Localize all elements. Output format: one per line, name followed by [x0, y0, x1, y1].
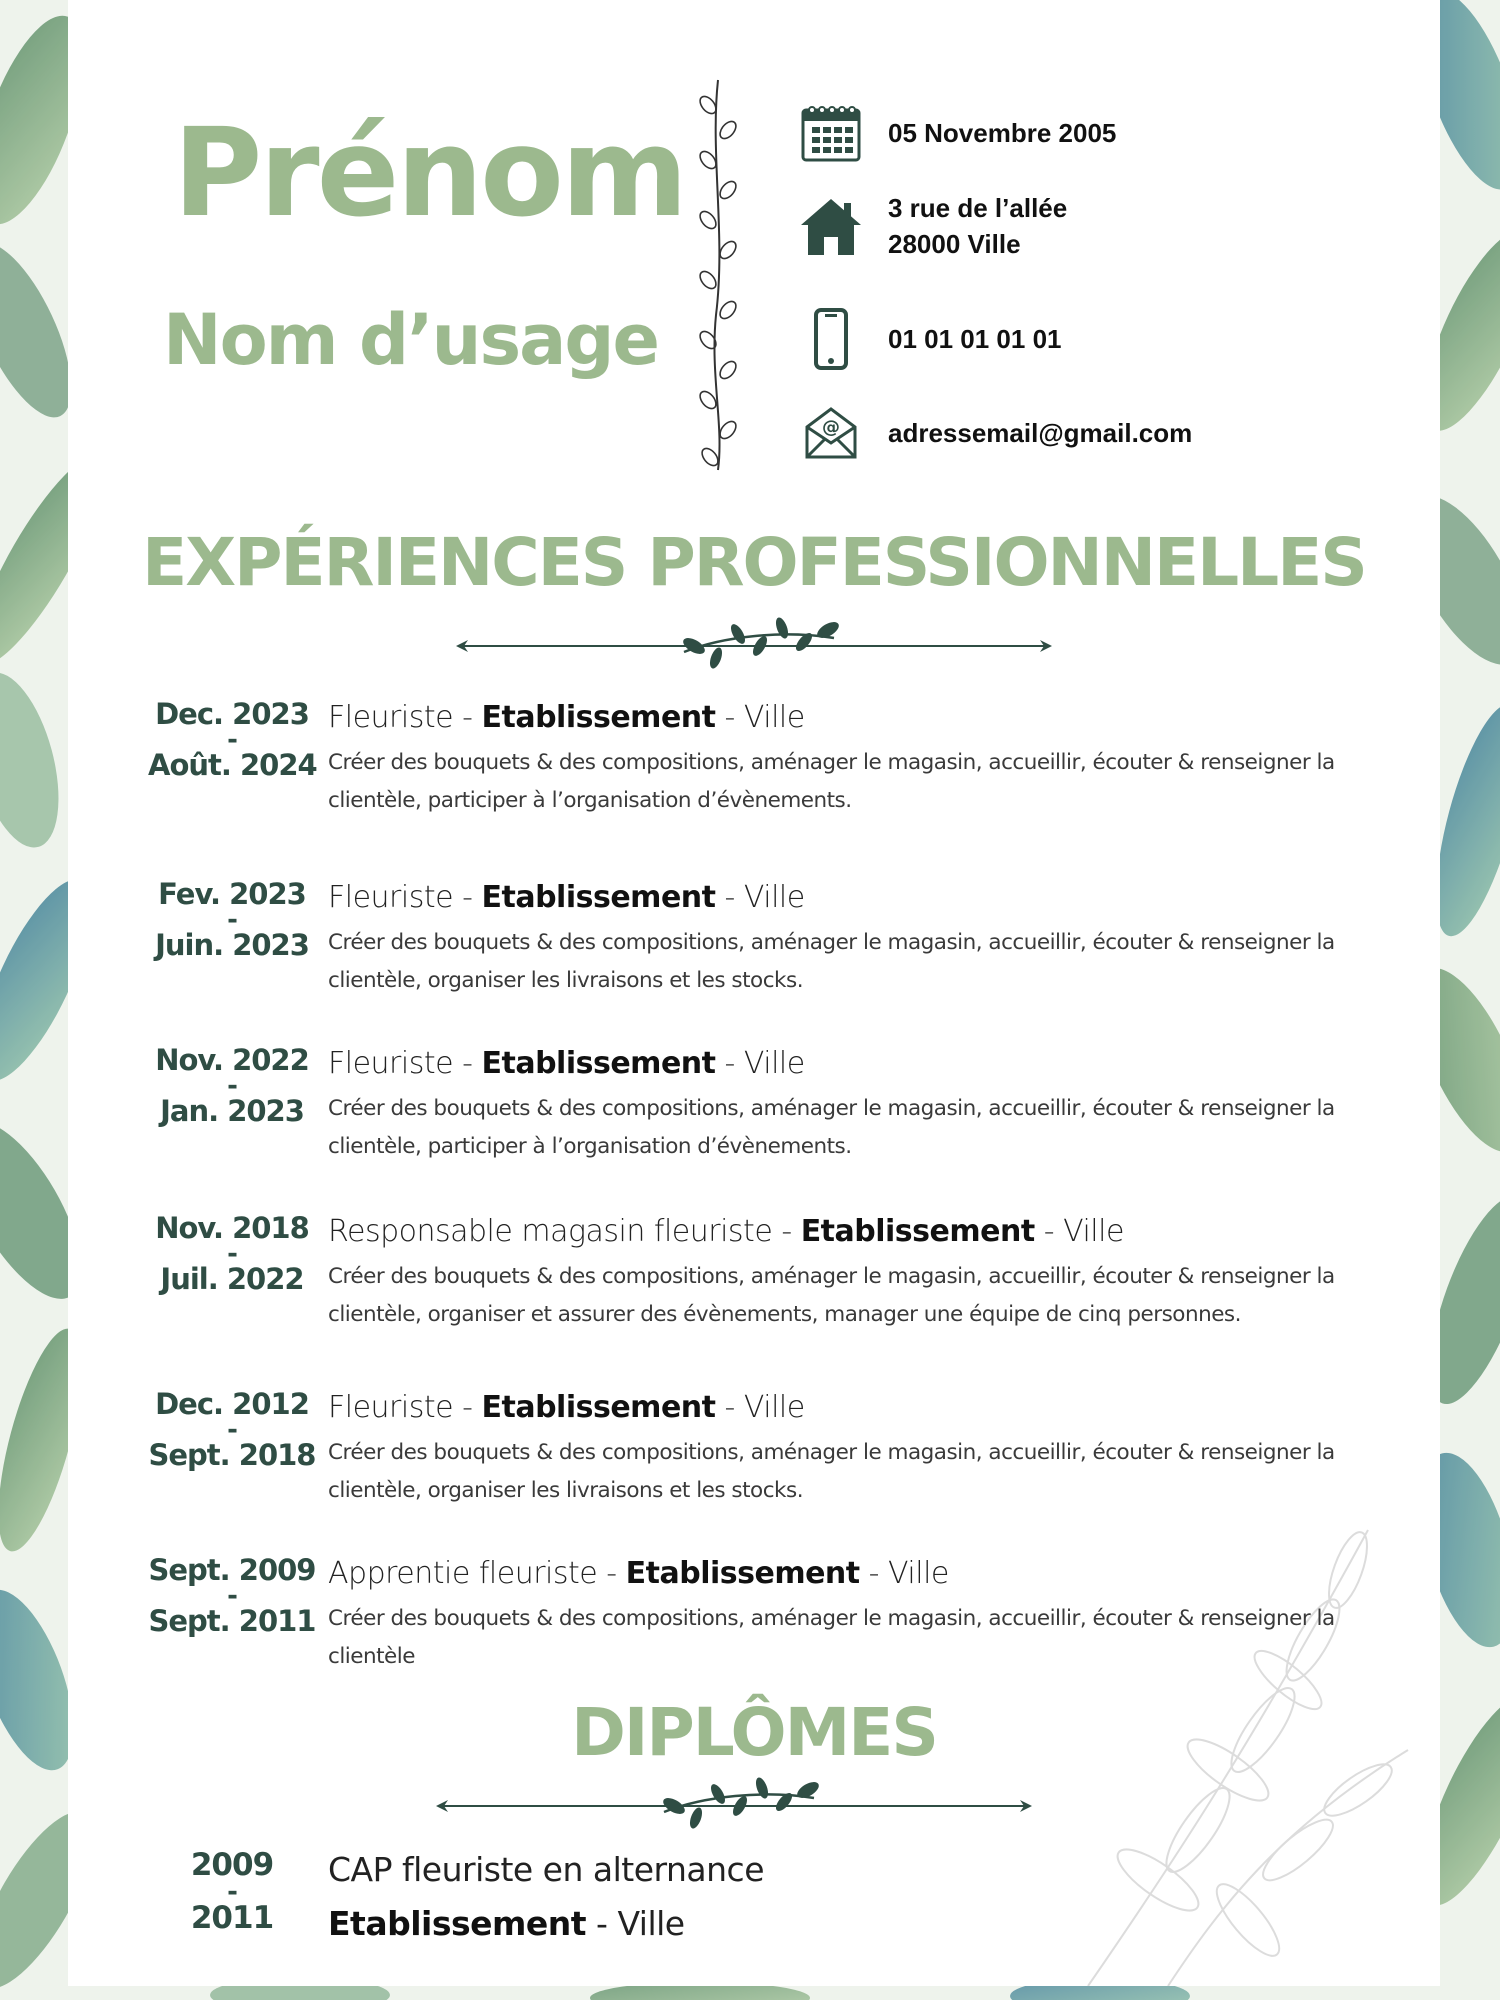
date-dash: - [227, 1581, 237, 1611]
phone-text: 01 01 01 01 01 [888, 323, 1062, 354]
separator: - [453, 880, 482, 915]
date-dash: - [227, 725, 237, 755]
diploma-item [148, 1847, 1408, 1960]
date-start: Nov. 2018 [155, 1211, 309, 1245]
city: Ville [743, 880, 805, 915]
date-start: Fev. 2023 [158, 877, 306, 911]
separator: - [586, 1904, 618, 1943]
separator: - [715, 880, 744, 915]
date-end: Juil. 2022 [160, 1262, 304, 1296]
date-end: 2011 [190, 1900, 274, 1936]
experience-item [148, 1553, 1408, 1696]
city: Ville [1063, 1214, 1124, 1249]
experience-description: Créer des bouquets & des compositions, aménager le magasin, accueillir, écouter & renseigner la clientèle, organiser et assurer des évènements, manager une équipe de cinq personnes. [328, 1264, 1335, 1327]
contact-address [798, 190, 1067, 263]
experience-role-line [328, 1214, 1124, 1249]
separator: - [597, 1556, 626, 1591]
experience-dates [148, 697, 317, 782]
diploma-dates [148, 1847, 316, 1936]
city: Ville [888, 1556, 949, 1591]
leaf-divider-icon [454, 616, 1054, 676]
date-end: Sept. 2018 [148, 1438, 316, 1472]
date-dash: - [227, 905, 237, 935]
separator: - [715, 1046, 744, 1081]
date-start: Sept. 2009 [148, 1553, 316, 1587]
diploma-title: CAP fleuriste en alternance [328, 1850, 764, 1889]
separator: - [453, 1390, 482, 1425]
date-start: Dec. 2023 [155, 697, 309, 731]
experience-dates [148, 877, 316, 962]
experience-item [148, 697, 1408, 840]
job-title: Responsable magasin fleuriste [328, 1214, 773, 1249]
phone-icon [798, 306, 864, 372]
company-name: Etablissement [481, 700, 716, 735]
company-name: Etablissement [481, 880, 716, 915]
experience-dates [148, 1553, 316, 1638]
date-dash: - [227, 1239, 237, 1269]
date-end: Juin. 2023 [155, 928, 309, 962]
calendar-icon [798, 100, 864, 166]
experience-item [148, 1387, 1408, 1530]
date-start: 2009 [190, 1847, 274, 1883]
diploma-school-line [328, 1904, 685, 1943]
experience-item [148, 877, 1408, 1020]
job-title: Fleuriste [328, 880, 454, 915]
experience-role-line [328, 1046, 805, 1081]
contact-email [798, 400, 1192, 466]
experience-dates [148, 1387, 316, 1472]
experience-description: Créer des bouquets & des compositions, aménager le magasin, accueillir, écouter & renseigner la clientèle [328, 1606, 1335, 1669]
email-text: adressemail@gmail.com [888, 417, 1193, 448]
first-name: Prénom [173, 102, 686, 244]
experience-description: Créer des bouquets & des compositions, aménager le magasin, accueillir, écouter & renseigner la clientèle, organiser les livraisons et les stocks. [328, 930, 1335, 993]
diplomas-section-title: DIPLÔMES [571, 1694, 937, 1771]
experience-description: Créer des bouquets & des compositions, aménager le magasin, accueillir, écouter & renseigner la clientèle, participer à l’organisation d’évènements. [328, 750, 1335, 813]
separator: - [715, 700, 744, 735]
job-title: Fleuriste [328, 1390, 454, 1425]
job-title: Fleuriste [328, 700, 454, 735]
address-line1: 3 rue de l’allée [888, 193, 1068, 223]
city: Ville [743, 700, 805, 735]
experience-role-line [328, 700, 805, 735]
vine-divider-icon [688, 75, 748, 475]
separator: - [715, 1390, 744, 1425]
separator: - [453, 1046, 482, 1081]
date-end: Jan. 2023 [160, 1094, 304, 1128]
home-icon [798, 193, 864, 259]
date-start: Dec. 2012 [155, 1387, 309, 1421]
experience-description: Créer des bouquets & des compositions, aménager le magasin, accueillir, écouter & renseigner la clientèle, organiser les livraisons et les stocks. [328, 1440, 1335, 1503]
experience-dates [148, 1043, 316, 1128]
svg-text:@: @ [822, 417, 840, 438]
date-start: Nov. 2022 [155, 1043, 309, 1077]
company-name: Etablissement [481, 1390, 716, 1425]
date-end: Sept. 2011 [148, 1604, 316, 1638]
birthdate-text: 05 Novembre 2005 [888, 117, 1117, 148]
date-end: Août. 2024 [148, 748, 317, 782]
address-text [888, 190, 1067, 263]
separator: - [772, 1214, 801, 1249]
experience-description: Créer des bouquets & des compositions, aménager le magasin, accueillir, écouter & renseigner la clientèle, participer à l’organisation d’évènements. [328, 1096, 1335, 1159]
company-name: Etablissement [481, 1046, 716, 1081]
separator: - [859, 1556, 889, 1591]
resume-page [68, 0, 1440, 1986]
contact-phone [798, 306, 1062, 372]
separator: - [1034, 1214, 1064, 1249]
company-name: Etablissement [625, 1556, 860, 1591]
experience-section-title: EXPÉRIENCES PROFESSIONNELLES [142, 524, 1366, 601]
leaf-divider-icon [434, 1776, 1034, 1836]
city: Ville [617, 1904, 685, 1943]
experience-role-line [328, 1390, 805, 1425]
company-name: Etablissement [800, 1214, 1035, 1249]
email-icon [798, 400, 864, 466]
date-dash: - [227, 1877, 237, 1907]
experience-item [148, 1043, 1408, 1186]
city: Ville [743, 1046, 805, 1081]
experience-item [148, 1211, 1408, 1354]
city: Ville [743, 1390, 805, 1425]
separator: - [453, 700, 482, 735]
job-title: Apprentie fleuriste [328, 1556, 598, 1591]
date-dash: - [227, 1415, 237, 1445]
last-name: Nom d’usage [163, 299, 659, 381]
experience-role-line [328, 1556, 949, 1591]
date-dash: - [227, 1071, 237, 1101]
address-line2: 28000 Ville [888, 229, 1021, 260]
school-name: Etablissement [328, 1904, 587, 1943]
experience-dates [148, 1211, 316, 1296]
job-title: Fleuriste [328, 1046, 454, 1081]
experience-role-line [328, 880, 805, 915]
contact-birthdate [798, 100, 1116, 166]
